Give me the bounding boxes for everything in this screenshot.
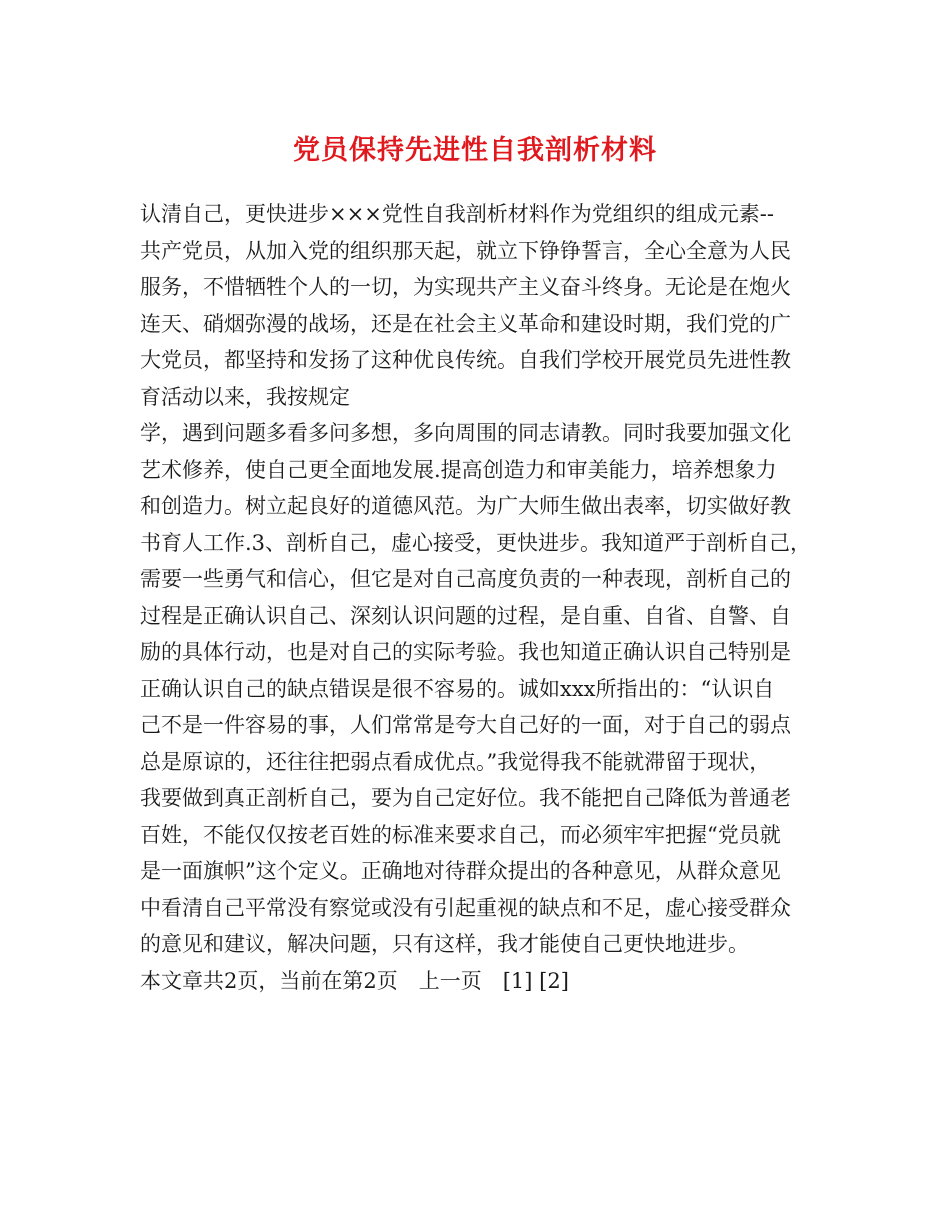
body-line: 共产党员，从加入党的组织那天起，就立下铮铮誓言，全心全意为人民 [140, 238, 791, 263]
body-line: 的意见和建议，解决问题，只有这样，我才能使自己更快地进步。 [140, 932, 749, 956]
body-line: 我要做到真正剖析自己，要为自己定好位。我不能把自己降低为普通老 [140, 786, 791, 810]
body-line: 和创造力。树立起良好的道德风范。为广大师生做出表率，切实做好教 [140, 494, 791, 518]
body-line: 艺术修养，使自己更全面地发展.提高创造力和审美能力，培养想象力 [140, 457, 777, 482]
body-line: 认清自己，更快进步×××党性自我剖析材料作为党组织的组成元素-- [140, 202, 774, 226]
body-line: 过程是正确认识自己、深刻认识问题的过程，是自重、自省、自警、自 [140, 603, 791, 628]
body-line: 书育人工作.3、剖析自己，虚心接受，更快进步。我知道严于剖析自己， [140, 530, 812, 555]
body-line: 连天、硝烟弥漫的战场，还是在社会主义革命和建设时期，我们党的广 [140, 311, 791, 336]
body-line: 己不是一件容易的事，人们常常是夸大自己好的一面，对于自己的弱点 [140, 713, 791, 737]
body-line: 励的具体行动，也是对自己的实际考验。我也知道正确认识自己特别是 [140, 640, 791, 664]
pagination-line: 本文章共2页，当前在第2页 上一页 [1] [2] [140, 968, 569, 993]
body-line: 大党员，都坚持和发扬了这种优良传统。自我们学校开展党员先进性教 [140, 348, 791, 372]
document-body [140, 196, 820, 999]
body-line: 学，遇到问题多看多问多想，多向周围的同志请教。同时我要加强文化 [140, 421, 791, 445]
body-line: 是一面旗帜”这个定义。正确地对待群众提出的各种意见，从群众意见 [140, 859, 781, 883]
body-line: 服务，不惜牺牲个人的一切，为实现共产主义奋斗终身。无论是在炮火 [140, 275, 791, 299]
document-title: 党员保持先进性自我剖析材料 [293, 135, 657, 166]
body-line: 育活动以来，我按规定 [140, 384, 350, 409]
body-line: 总是原谅的，还往往把弱点看成优点。”我觉得我不能就滞留于现状， [140, 749, 771, 774]
body-line: 需要一些勇气和信心，但它是对自己高度负责的一种表现，剖析自己的 [140, 567, 791, 591]
body-line: 百姓，不能仅仅按老百姓的标准来要求自己，而必须牢牢把握“党员就 [140, 822, 781, 847]
body-line: 正确认识自己的缺点错误是很不容易的。诚如xxx所指出的：“认识自 [140, 676, 775, 701]
body-line: 中看清自己平常没有察觉或没有引起重视的缺点和不足，虚心接受群众 [140, 895, 791, 920]
